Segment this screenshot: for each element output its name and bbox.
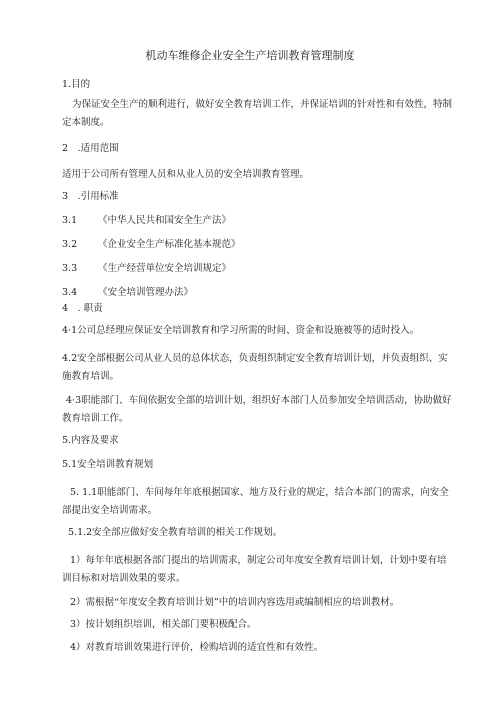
duty-4-1: 4·1公司总经理应保证安全培训教育和学习所需的时间、资金和设施被等的适时投入。 <box>62 325 420 336</box>
reference-item-title: 《中华人民共和国安全生产法》 <box>98 215 232 226</box>
clause-5-1-2: 5.1.2安全部应做好安全教育培训的相关工作规划。 <box>68 527 283 538</box>
reference-item-number: 3.3 <box>62 263 78 274</box>
document-title: 机动车维修企业安全生产培训教育管理制度 <box>145 49 355 62</box>
list-item: 2）需根据“年度安全教育培训计划”中的培训内容选用或编制相应的培训教材。 <box>70 597 400 608</box>
section-1-paragraph: 为保证安全生产的顺利进行，做好安全教育培训工作，并保证培训的针对性和有效性，特制定本制度。 <box>62 99 453 128</box>
reference-item-title: 《安全培训管理办法》 <box>98 287 194 298</box>
list-item: 4）对教育培训效果进行评价，检购培训的适宜性和有效性。 <box>70 642 324 653</box>
section-3-heading: 3 .引用标准 <box>62 191 119 202</box>
section-1-heading: 1.目的 <box>62 79 91 90</box>
reference-item-title: 《企业安全生产标准化基本规范》 <box>98 239 241 250</box>
subsection-5-1-heading: 5.1安全培训教育规划 <box>62 459 154 470</box>
section-4-heading: 4 . 职责 <box>62 303 103 314</box>
reference-item-number: 3.4 <box>62 287 78 298</box>
duty-4-3: 4·3职能部门、车间依据安全部的培训计划，组织好本部门人员参加安全培训活动，协助做好教育培训工作。 <box>62 395 452 424</box>
duty-4-2: 4.2安全部根据公司从业人员的总体状态，负责组织制定安全教育培训计划，并负责组织、实施教育培训。 <box>62 353 448 382</box>
list-item: 1）每年年底根据各部门提出的培训需求，制定公司年度安全教育培训计划，计划中要有培训目标和对培训效果的要求。 <box>62 555 447 584</box>
clause-5-1-1: 5. 1.1职能部门、车间每年年底根据国家、地方及行业的规定，结合本部门的需求，向安全部提出安全培训需求。 <box>62 487 449 516</box>
reference-item-title: 《生产经营单位安全培训规定》 <box>98 263 232 274</box>
section-2-paragraph: 适用于公司所有管理人员和从业人员的安全培训教育管理。 <box>62 169 310 180</box>
list-item: 3）按计划组织培训，相关部门要积极配合。 <box>70 619 257 630</box>
reference-item-number: 3.1 <box>62 215 78 226</box>
section-2-heading: 2 .适用范围 <box>62 143 119 154</box>
section-5-heading: 5.内容及要求 <box>62 435 119 446</box>
reference-item-number: 3.2 <box>62 239 78 250</box>
